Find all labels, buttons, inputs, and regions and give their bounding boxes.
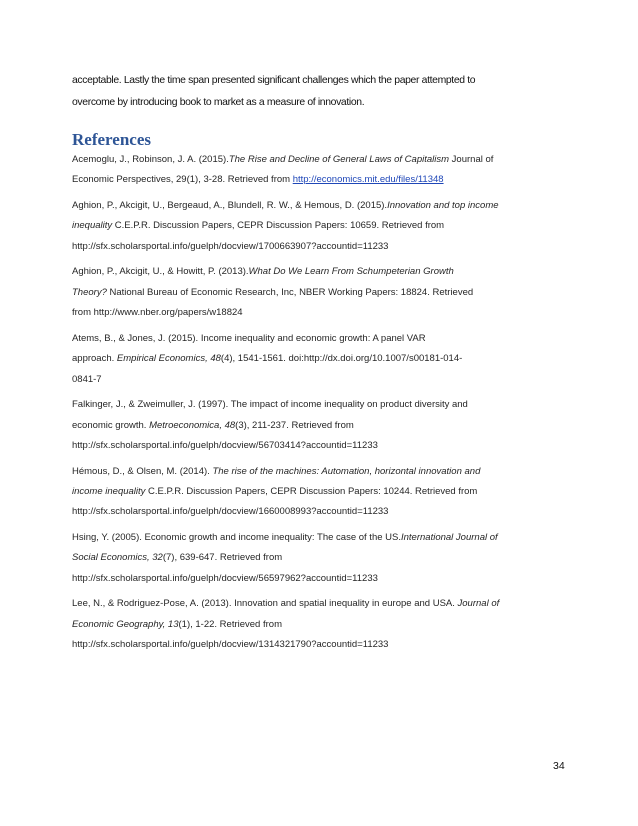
reference-line bbox=[72, 196, 572, 216]
reference-title: International Journal of bbox=[401, 532, 498, 544]
reference-line bbox=[72, 528, 572, 548]
reference-text: (7), 639-647. Retrieved from bbox=[162, 552, 283, 564]
intro-paragraph bbox=[72, 70, 572, 114]
reference-text: Acemoglu, J., Robinson, J. A. (2015). bbox=[72, 154, 229, 165]
reference-text: (4), 1541-1561. doi:http://dx.doi.org/10.1007/s00181-014- bbox=[220, 353, 463, 365]
reference-title: inequality bbox=[72, 220, 113, 232]
reference-text: C.E.P.R. Discussion Papers, CEPR Discussion Papers: 10659. Retrieved from bbox=[112, 220, 445, 232]
reference-line: from http://www.nber.org/papers/w18824 bbox=[72, 307, 243, 319]
reference-text: Hsing, Y. (2005). Economic growth and income inequality: The case of the US. bbox=[72, 532, 401, 544]
reference-entry bbox=[72, 329, 572, 390]
references-list bbox=[72, 150, 572, 661]
reference-text: Journal of bbox=[449, 154, 494, 165]
intro-line: overcome by introducing book to market as a measure of innovation. bbox=[72, 97, 365, 108]
reference-title: Social Economics, 32 bbox=[72, 552, 163, 564]
reference-title: Journal of bbox=[457, 598, 500, 610]
page-number: 34 bbox=[553, 760, 565, 772]
reference-entry bbox=[72, 594, 572, 655]
reference-text: approach. bbox=[72, 353, 117, 365]
reference-line bbox=[72, 170, 572, 190]
reference-title: The Rise and Decline of General Laws of Capitalism bbox=[228, 154, 450, 165]
reference-line bbox=[72, 349, 572, 369]
reference-line bbox=[72, 150, 572, 170]
reference-line bbox=[72, 594, 572, 614]
reference-line bbox=[72, 482, 572, 502]
reference-text: Economic Perspectives, 29(1), 3-28. Retrieved from bbox=[72, 174, 293, 186]
reference-entry bbox=[72, 196, 572, 257]
references-heading: References bbox=[72, 130, 151, 149]
reference-title: Economic Geography, 13 bbox=[72, 618, 179, 630]
reference-text: National Bureau of Economic Research, Inc, NBER Working Papers: 18824. Retrieved bbox=[106, 286, 474, 298]
intro-line: acceptable. Lastly the time span presented significant challenges which the paper attempted to bbox=[72, 75, 476, 86]
reference-line: http://sfx.scholarsportal.info/guelph/docview/56703414?accountid=11233 bbox=[72, 440, 378, 452]
reference-title: What Do We Learn From Schumpeterian Growth bbox=[248, 266, 454, 278]
reference-text: (1), 1-22. Retrieved from bbox=[178, 618, 282, 630]
reference-line bbox=[72, 262, 572, 282]
reference-line: http://sfx.scholarsportal.info/guelph/docview/1700663907?accountid=11233 bbox=[72, 240, 389, 252]
reference-line: http://sfx.scholarsportal.info/guelph/docview/56597962?accountid=11233 bbox=[72, 572, 378, 584]
reference-line: http://sfx.scholarsportal.info/guelph/docview/1314321790?accountid=11233 bbox=[72, 639, 389, 651]
reference-line bbox=[72, 548, 572, 568]
reference-entry bbox=[72, 395, 572, 456]
reference-title: income inequality bbox=[72, 486, 146, 498]
reference-text: Lee, N., & Rodriguez-Pose, A. (2013). Innovation and spatial inequality in europe and USA. bbox=[72, 598, 458, 610]
reference-title: The rise of the machines: Automation, horizontal innovation and bbox=[212, 465, 481, 477]
reference-text: Hémous, D., & Olsen, M. (2014). bbox=[72, 465, 213, 477]
reference-title: Innovation and top income bbox=[387, 200, 499, 211]
reference-line bbox=[72, 462, 572, 482]
reference-text: economic growth. bbox=[72, 419, 150, 431]
reference-text: Aghion, P., Akcigit, U., Bergeaud, A., Blundell, R. W., & Hemous, D. (2015). bbox=[72, 200, 388, 211]
reference-title: Metroeconomica, 48 bbox=[149, 419, 236, 431]
reference-line: 0841-7 bbox=[72, 373, 102, 385]
reference-link[interactable]: http://economics.mit.edu/files/11348 bbox=[292, 174, 444, 186]
reference-title: Empirical Economics, 48 bbox=[116, 353, 221, 365]
reference-title: Theory? bbox=[72, 286, 107, 298]
reference-line bbox=[72, 615, 572, 635]
reference-line bbox=[72, 416, 572, 436]
reference-entry bbox=[72, 462, 572, 523]
reference-text: Aghion, P., Akcigit, U., & Howitt, P. (2013). bbox=[72, 266, 249, 278]
reference-line: Falkinger, J., & Zweimuller, J. (1997). The impact of income inequality on product diversity and bbox=[72, 399, 468, 411]
reference-line: Atems, B., & Jones, J. (2015). Income inequality and economic growth: A panel VAR bbox=[72, 332, 426, 344]
reference-line: http://sfx.scholarsportal.info/guelph/docview/1660008993?accountid=11233 bbox=[72, 506, 389, 518]
reference-entry bbox=[72, 150, 572, 191]
reference-entry bbox=[72, 262, 572, 323]
reference-entry bbox=[72, 528, 572, 589]
reference-text: (3), 211-237. Retrieved from bbox=[235, 419, 354, 431]
reference-line bbox=[72, 216, 572, 236]
reference-text: C.E.P.R. Discussion Papers, CEPR Discussion Papers: 10244. Retrieved from bbox=[145, 486, 478, 498]
reference-line bbox=[72, 283, 572, 303]
